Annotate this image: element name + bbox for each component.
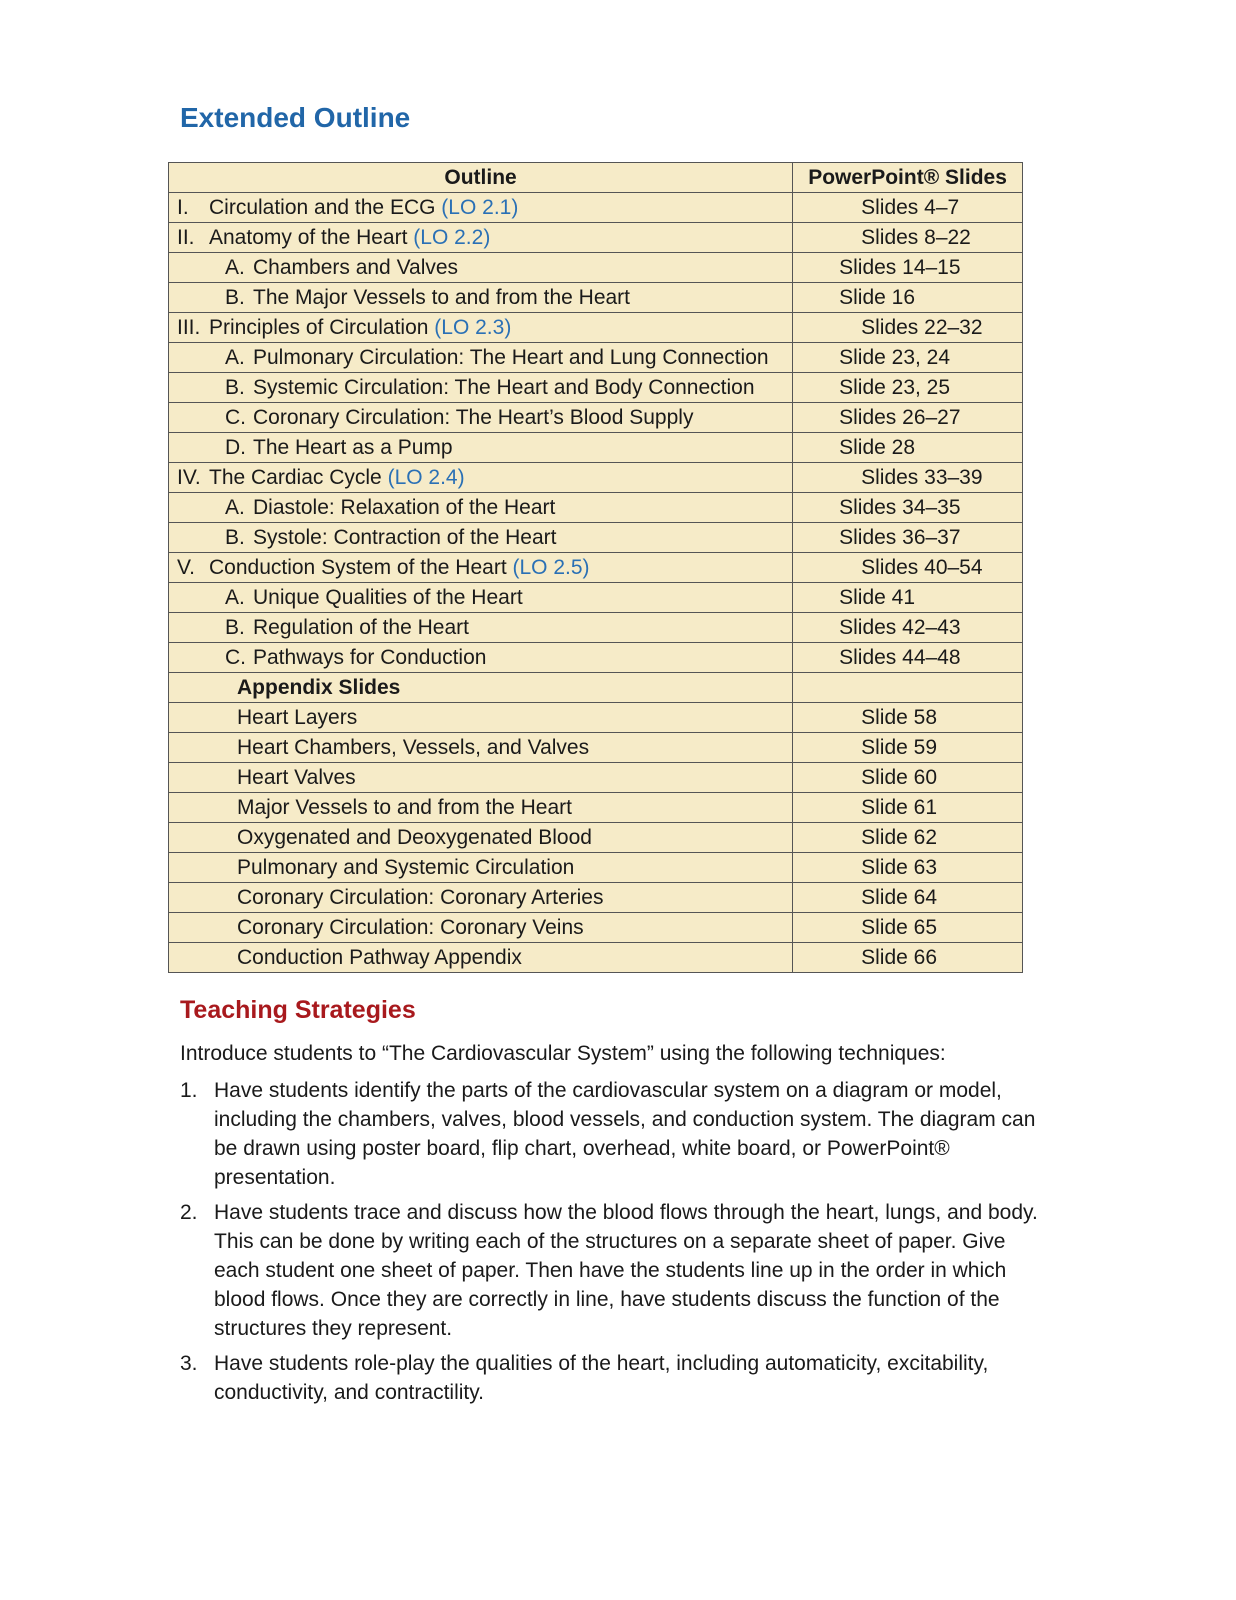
outline-text: Heart Chambers, Vessels, and Valves [237,735,590,759]
outline-cell [169,463,793,493]
outline-cell [169,493,793,523]
slides-ref: Slide 41 [839,585,915,609]
slides-ref: Slides 44–48 [839,645,961,669]
slides-cell [793,793,1023,823]
slides-cell [793,193,1023,223]
outline-text: Oxygenated and Deoxygenated Blood [237,825,592,849]
slides-ref: Slides 14–15 [839,255,961,279]
outline-number: A. [225,345,245,369]
outline-cell [169,193,793,223]
slides-cell [793,223,1023,253]
slides-cell [793,283,1023,313]
slides-ref: Slide 64 [861,885,937,909]
outline-cell [169,763,793,793]
table-header-row [169,163,1023,193]
learning-objective-ref: (LO 2.2) [413,225,491,249]
table-row [169,223,1023,253]
table-row [169,493,1023,523]
table-row [169,703,1023,733]
slides-cell [793,703,1023,733]
slides-ref: Slides 34–35 [839,495,961,519]
slides-cell [793,493,1023,523]
outline-number: B. [225,285,245,309]
outline-text: Heart Valves [237,765,356,789]
table-row [169,463,1023,493]
slides-cell [793,373,1023,403]
slides-cell [793,823,1023,853]
slides-ref: Slides 42–43 [839,615,961,639]
slides-ref: Slide 66 [861,945,937,969]
list-item-text: Have students identify the parts of the cardiovascular system on a diagram or model, including the chambers, valves, blood vessels, and conduction system. The diagram can be drawn using poster board, flip chart, overhead, white board, or PowerPoint® presentation. [214,1079,1036,1189]
outline-cell [169,823,793,853]
outline-cell [169,403,793,433]
slides-ref: Slide 23, 25 [839,375,951,399]
table-row [169,553,1023,583]
outline-text: Pulmonary and Systemic Circulation [237,855,575,879]
table-row [169,823,1023,853]
outline-text: The Heart as a Pump [253,435,453,459]
slides-cell [793,943,1023,973]
outline-text: Systemic Circulation: The Heart and Body Connection [253,375,755,399]
outline-number: B. [225,375,245,399]
slides-cell [793,913,1023,943]
page-title: Extended Outline [180,102,411,133]
outline-cell [169,613,793,643]
table-row [169,523,1023,553]
outline-text: Major Vessels to and from the Heart [237,795,572,819]
slides-cell [793,463,1023,493]
outline-cell [169,313,793,343]
slides-cell [793,883,1023,913]
outline-text: Pathways for Conduction [253,645,487,669]
slides-cell [793,403,1023,433]
outline-number: A. [225,495,245,519]
slides-ref: Slide 63 [861,855,937,879]
outline-cell [169,523,793,553]
outline-text: Pulmonary Circulation: The Heart and Lung Connection [253,345,769,369]
table-row [169,253,1023,283]
outline-text: Principles of Circulation [209,315,429,339]
slides-ref: Slide 62 [861,825,937,849]
slides-cell [793,253,1023,283]
table-row [169,403,1023,433]
outline-table-body [169,193,1023,973]
table-row [169,613,1023,643]
slides-ref: Slide 58 [861,705,937,729]
outline-cell [169,793,793,823]
outline-cell [169,253,793,283]
outline-number: A. [225,255,245,279]
slides-ref: Slides 22–32 [861,315,983,339]
outline-table [168,162,1023,973]
learning-objective-ref: (LO 2.5) [512,555,590,579]
outline-cell [169,583,793,613]
table-row [169,733,1023,763]
list-item-number: 1. [180,1079,198,1102]
table-row [169,853,1023,883]
outline-number: I. [177,195,189,219]
slides-cell [793,673,1023,703]
outline-text: The Cardiac Cycle [209,465,382,489]
slides-cell [793,433,1023,463]
outline-number: V. [177,555,195,579]
outline-text: Coronary Circulation: Coronary Veins [237,915,584,939]
table-row [169,193,1023,223]
outline-number: IV. [177,465,201,489]
outline-cell [169,853,793,883]
outline-cell [169,283,793,313]
outline-number: B. [225,525,245,549]
slides-cell [793,523,1023,553]
slides-ref: Slide 59 [861,735,937,759]
outline-number: C. [225,405,246,429]
outline-cell [169,673,793,703]
outline-cell [169,343,793,373]
outline-number: C. [225,645,246,669]
table-row [169,793,1023,823]
table-row [169,673,1023,703]
outline-cell [169,223,793,253]
outline-text: Heart Layers [237,705,358,729]
header-outline: Outline [169,163,793,193]
outline-number: III. [177,315,201,339]
appendix-heading: Appendix Slides [237,675,401,699]
slides-ref: Slide 23, 24 [839,345,951,369]
outline-text: Coronary Circulation: Coronary Arteries [237,885,604,909]
table-row [169,763,1023,793]
outline-cell [169,433,793,463]
outline-cell [169,703,793,733]
outline-number: II. [177,225,195,249]
list-item-number: 2. [180,1201,198,1224]
learning-objective-ref: (LO 2.1) [441,195,519,219]
slides-cell [793,313,1023,343]
learning-objective-ref: (LO 2.3) [434,315,512,339]
list-item [180,1349,1050,1407]
slides-cell [793,643,1023,673]
outline-text: Diastole: Relaxation of the Heart [253,495,556,519]
slides-ref: Slide 16 [839,285,915,309]
slides-cell [793,583,1023,613]
slides-ref: Slides 4–7 [861,195,960,219]
outline-text: Circulation and the ECG [209,195,436,219]
outline-text: Conduction System of the Heart [209,555,507,579]
slides-ref: Slide 61 [861,795,937,819]
table-row [169,343,1023,373]
table-row [169,913,1023,943]
learning-objective-ref: (LO 2.4) [387,465,465,489]
slides-cell [793,853,1023,883]
slides-ref: Slides 8–22 [861,225,971,249]
outline-cell [169,373,793,403]
table-row [169,883,1023,913]
list-item [180,1198,1050,1343]
list-item-text: Have students role-play the qualities of the heart, including automaticity, excitability, conductivity, and contractility. [214,1352,989,1404]
strategies-list [180,1076,1050,1413]
slides-cell [793,343,1023,373]
outline-text: Anatomy of the Heart [209,225,408,249]
outline-text: Coronary Circulation: The Heart’s Blood Supply [253,405,694,429]
table-row [169,643,1023,673]
slides-cell [793,733,1023,763]
header-slides: PowerPoint® Slides [793,163,1023,193]
slides-ref: Slide 28 [839,435,915,459]
outline-cell [169,643,793,673]
outline-text: Regulation of the Heart [253,615,469,639]
outline-text: Unique Qualities of the Heart [253,585,523,609]
slides-ref: Slides 40–54 [861,555,983,579]
outline-number: D. [225,435,246,459]
slides-cell [793,553,1023,583]
outline-cell [169,733,793,763]
slides-ref: Slide 65 [861,915,937,939]
table-row [169,583,1023,613]
outline-cell [169,913,793,943]
outline-text: Conduction Pathway Appendix [237,945,522,969]
outline-number: A. [225,585,245,609]
outline-cell [169,553,793,583]
slides-ref: Slides 33–39 [861,465,983,489]
slides-ref: Slides 26–27 [839,405,961,429]
table-row [169,313,1023,343]
teaching-intro: Introduce students to “The Cardiovascular System” using the following techniques: [180,1042,946,1065]
outline-text: Chambers and Valves [253,255,459,279]
slides-ref: Slide 60 [861,765,937,789]
table-row [169,283,1023,313]
teaching-strategies-title: Teaching Strategies [180,996,416,1024]
list-item [180,1076,1050,1192]
table-row [169,433,1023,463]
table-row [169,943,1023,973]
table-row [169,373,1023,403]
slides-cell [793,613,1023,643]
outline-text: Systole: Contraction of the Heart [253,525,557,549]
outline-cell [169,883,793,913]
outline-cell [169,943,793,973]
outline-number: B. [225,615,245,639]
slides-ref: Slides 36–37 [839,525,961,549]
outline-text: The Major Vessels to and from the Heart [253,285,631,309]
list-item-number: 3. [180,1352,198,1375]
slides-cell [793,763,1023,793]
list-item-text: Have students trace and discuss how the blood flows through the heart, lungs, and body. This can be done by writing each of the structures on a separate sheet of paper. Give each student one sheet of paper. Then have the students line up in the order in which blood flows. Once they are correctly in line, have students discuss the function of the structures they represent. [214,1201,1038,1340]
